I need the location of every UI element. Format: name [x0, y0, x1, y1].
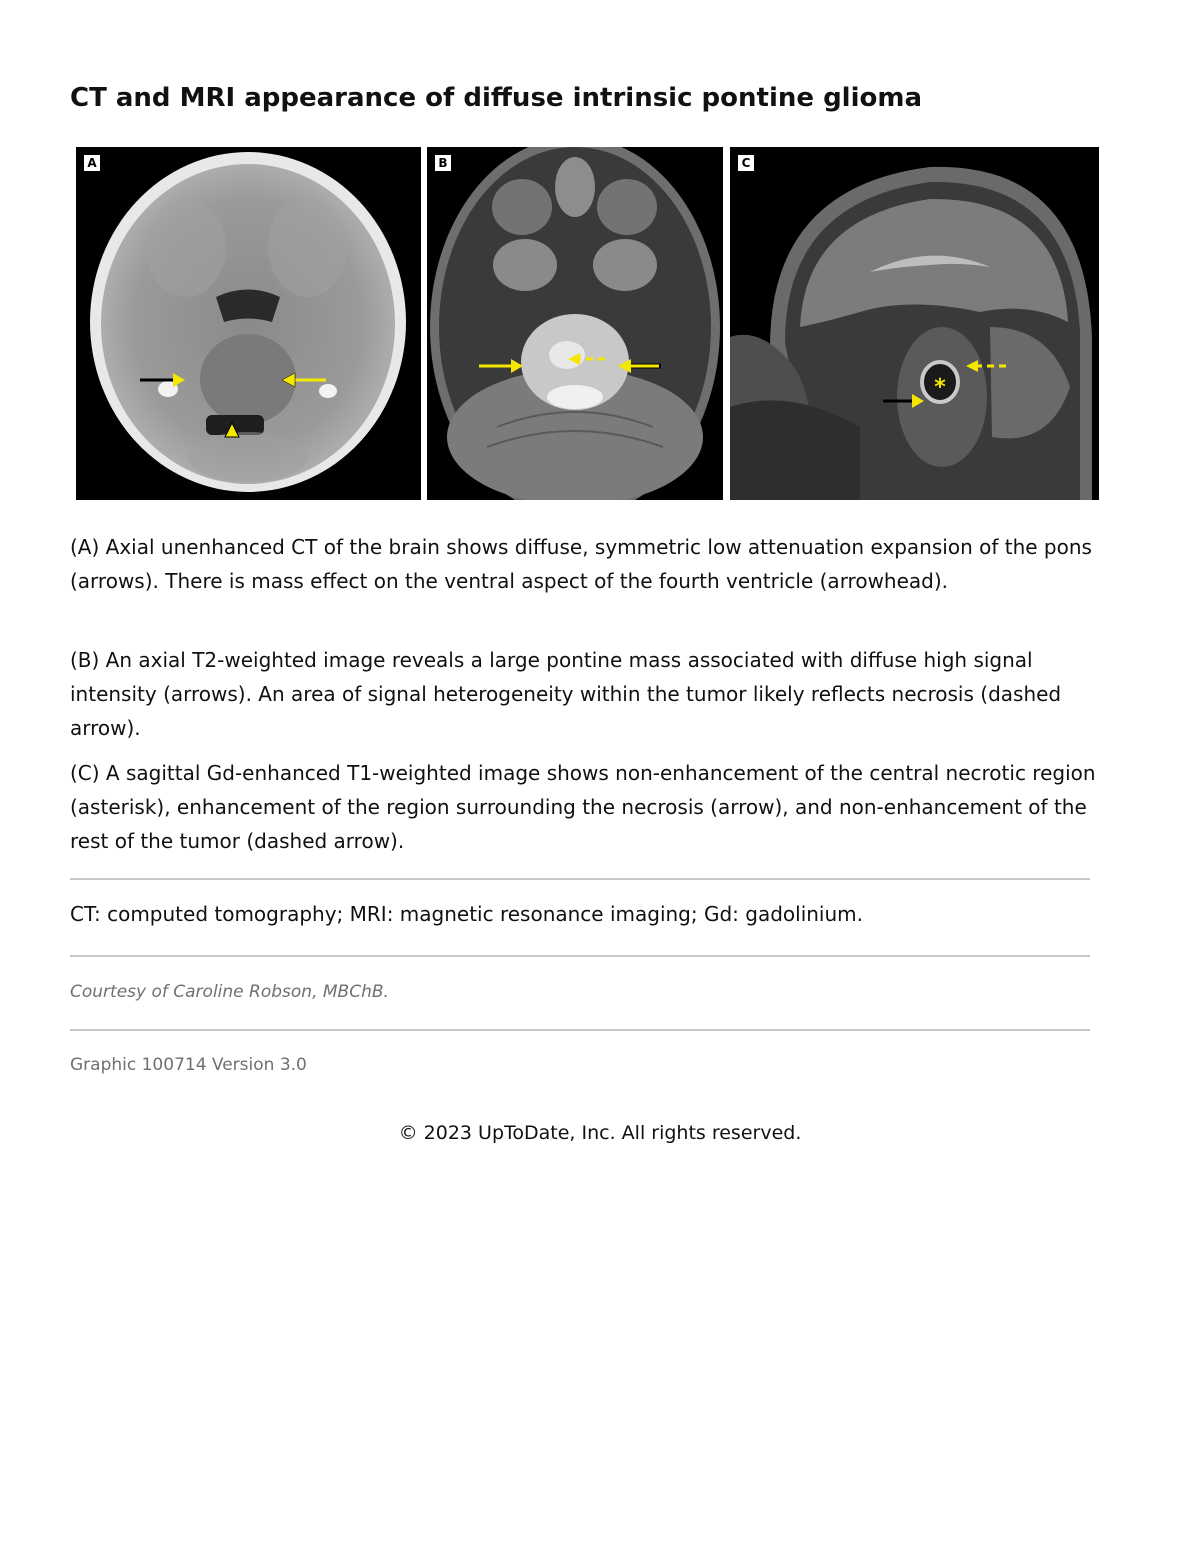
page-title: CT and MRI appearance of diffuse intrinsic pontine glioma [70, 83, 923, 113]
abbreviations-note: CT: computed tomography; MRI: magnetic resonance imaging; Gd: gadolinium. [70, 902, 864, 926]
panel-b-label: B [435, 155, 451, 171]
divider [70, 1029, 1090, 1031]
panel-c-label: C [738, 155, 754, 171]
panel-c-image [730, 147, 1099, 500]
panel-c-asterisk: * [934, 375, 946, 400]
caption-panel-b: (B) An axial T2-weighted image reveals a large pontine mass associated with diffuse high signal intensity (arrows). An area of signal heterogeneity within the tumor likely reflects necrosis (dashed arrow). [70, 648, 1062, 740]
panel-a-axial-ct [76, 147, 421, 500]
panel-b-image [427, 147, 723, 500]
caption-panel-c: (C) A sagittal Gd-enhanced T1-weighted image shows non-enhancement of the central necrotic region (asterisk), enhancement of the region surrounding the necrosis (arrow), and non-enhancement of the rest of the tumor (dashed arrow). [70, 761, 1096, 853]
panel-a-label: A [84, 155, 100, 171]
graphic-version: Graphic 100714 Version 3.0 [70, 1055, 307, 1075]
divider [70, 878, 1090, 880]
divider [70, 955, 1090, 957]
panel-b-axial-t2-mri [427, 147, 723, 500]
panel-a-image [76, 147, 421, 500]
figure-image-strip [76, 147, 1099, 500]
image-credit: Courtesy of Caroline Robson, MBChB. [70, 982, 389, 1002]
panel-c-sagittal-t1-mri [730, 147, 1099, 500]
copyright-notice: © 2023 UpToDate, Inc. All rights reserved. [398, 1122, 802, 1144]
caption-panel-a: (A) Axial unenhanced CT of the brain shows diffuse, symmetric low attenuation expansion of the pons (arrows). There is mass effect on the ventral aspect of the fourth ventricle (arrowhead). [70, 535, 1092, 593]
